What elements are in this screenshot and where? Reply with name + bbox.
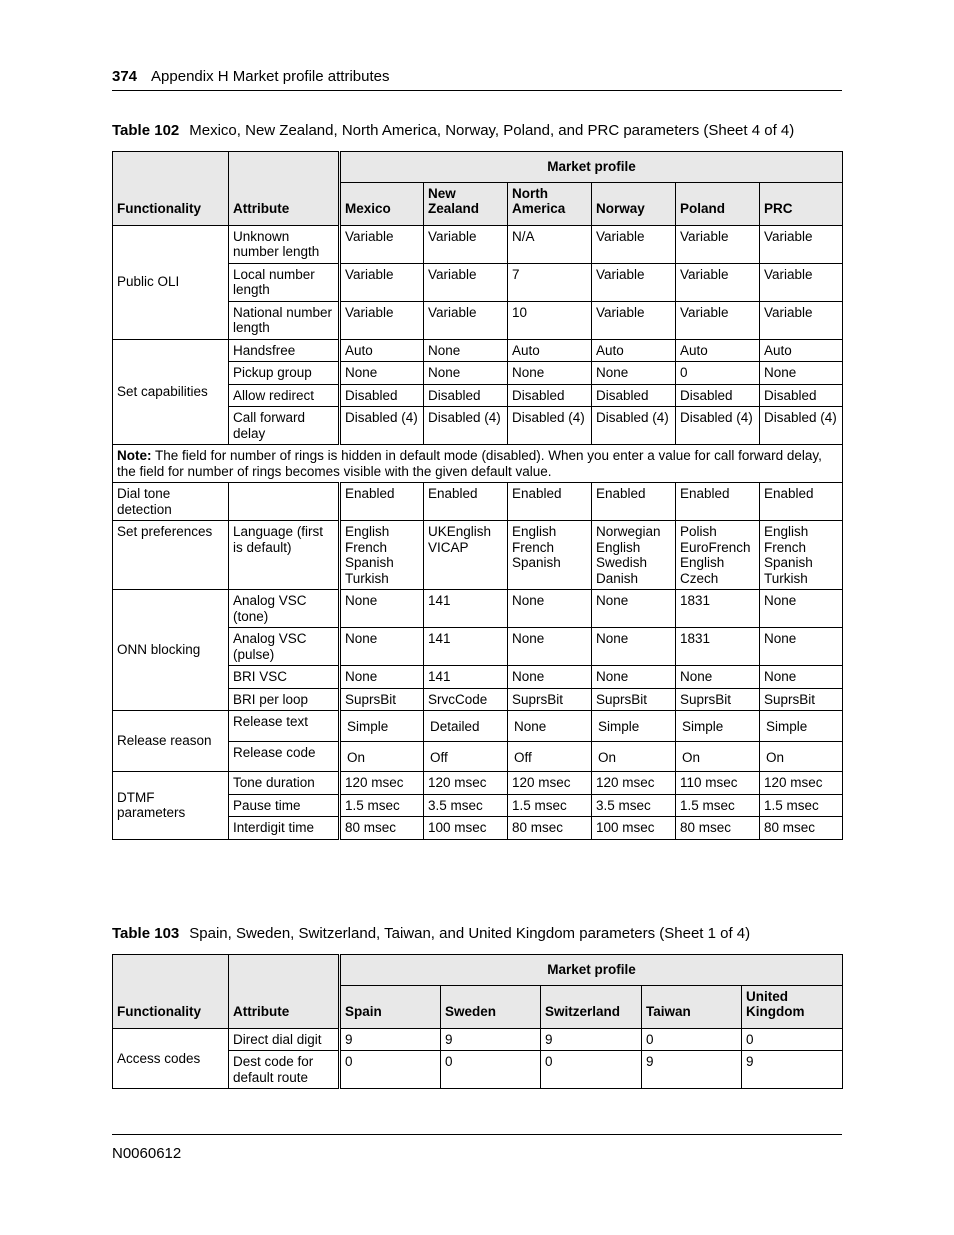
value-cell: Off bbox=[424, 741, 508, 772]
value-cell: Disabled bbox=[760, 384, 843, 407]
value-cell: None bbox=[760, 590, 843, 628]
value-cell: None bbox=[340, 362, 424, 385]
value-cell: Enabled bbox=[340, 483, 424, 521]
functionality-cell: Release reason bbox=[113, 711, 229, 772]
page-header bbox=[112, 68, 842, 86]
attribute-cell: National number length bbox=[229, 301, 340, 339]
attribute-cell: Unknown number length bbox=[229, 225, 340, 263]
value-cell: Variable bbox=[592, 225, 676, 263]
value-cell: 9 bbox=[340, 1028, 441, 1051]
value-cell: None bbox=[424, 362, 508, 385]
value-cell: Simple bbox=[340, 711, 424, 742]
value-cell: Variable bbox=[592, 263, 676, 301]
value-cell: English French Spanish Turkish bbox=[760, 521, 843, 590]
table-row bbox=[113, 772, 843, 795]
value-cell: On bbox=[676, 741, 760, 772]
table-row bbox=[113, 521, 843, 590]
functionality-cell: DTMF parameters bbox=[113, 772, 229, 840]
value-cell: None bbox=[340, 590, 424, 628]
column-header-market: Poland bbox=[676, 182, 760, 225]
column-header-attribute: Attribute bbox=[229, 152, 340, 226]
value-cell: Disabled bbox=[340, 384, 424, 407]
value-cell: 141 bbox=[424, 666, 508, 689]
value-cell: Disabled (4) bbox=[760, 407, 843, 445]
value-cell: Off bbox=[508, 741, 592, 772]
attribute-cell: Pause time bbox=[229, 794, 340, 817]
value-cell: 0 bbox=[541, 1051, 642, 1089]
value-cell: None bbox=[592, 628, 676, 666]
value-cell: 0 bbox=[642, 1028, 742, 1051]
value-cell: 100 msec bbox=[592, 817, 676, 840]
table-103 bbox=[112, 954, 843, 1089]
value-cell: Auto bbox=[508, 339, 592, 362]
functionality-cell: Dial tone detection bbox=[113, 483, 229, 521]
footer-divider bbox=[112, 1134, 842, 1135]
value-cell: UKEnglish VICAP bbox=[424, 521, 508, 590]
column-header-market: Norway bbox=[592, 182, 676, 225]
value-cell: 0 bbox=[441, 1051, 541, 1089]
column-header-market: Mexico bbox=[340, 182, 424, 225]
attribute-cell: Dest code for default route bbox=[229, 1051, 340, 1089]
value-cell: None bbox=[340, 666, 424, 689]
table-title: Mexico, New Zealand, North America, Norway, Poland, and PRC parameters (Sheet 4 of 4) bbox=[189, 122, 795, 139]
value-cell: SuprsBit bbox=[340, 688, 424, 711]
value-cell: 1.5 msec bbox=[340, 794, 424, 817]
value-cell: Auto bbox=[592, 339, 676, 362]
value-cell: Variable bbox=[424, 301, 508, 339]
table-row bbox=[113, 711, 843, 742]
value-cell: Disabled (4) bbox=[592, 407, 676, 445]
value-cell: Disabled bbox=[592, 384, 676, 407]
value-cell: Variable bbox=[424, 225, 508, 263]
value-cell: 120 msec bbox=[340, 772, 424, 795]
value-cell: 110 msec bbox=[676, 772, 760, 795]
value-cell: None bbox=[508, 711, 592, 742]
table-label: Table 102 bbox=[112, 122, 180, 139]
table-row bbox=[113, 1028, 843, 1051]
value-cell: Variable bbox=[676, 263, 760, 301]
value-cell: 9 bbox=[541, 1028, 642, 1051]
table-102 bbox=[112, 151, 843, 840]
attribute-cell: Allow redirect bbox=[229, 384, 340, 407]
value-cell: 120 msec bbox=[760, 772, 843, 795]
value-cell: Variable bbox=[676, 225, 760, 263]
value-cell: SrvcCode bbox=[424, 688, 508, 711]
value-cell: Enabled bbox=[508, 483, 592, 521]
value-cell: Disabled (4) bbox=[676, 407, 760, 445]
table-label: Table 103 bbox=[112, 925, 180, 942]
value-cell: None bbox=[760, 362, 843, 385]
table-row bbox=[113, 483, 843, 521]
column-header-market: PRC bbox=[760, 182, 843, 225]
functionality-cell: Set capabilities bbox=[113, 339, 229, 445]
functionality-cell: Access codes bbox=[113, 1028, 229, 1089]
value-cell: 0 bbox=[742, 1028, 843, 1051]
column-header-functionality: Functionality bbox=[113, 955, 229, 1029]
note-cell bbox=[113, 445, 843, 483]
value-cell: Detailed bbox=[424, 711, 508, 742]
value-cell: Variable bbox=[760, 225, 843, 263]
value-cell: SuprsBit bbox=[676, 688, 760, 711]
value-cell: On bbox=[340, 741, 424, 772]
attribute-cell: Analog VSC (tone) bbox=[229, 590, 340, 628]
value-cell: None bbox=[676, 666, 760, 689]
attribute-cell: Interdigit time bbox=[229, 817, 340, 840]
attribute-cell bbox=[229, 483, 340, 521]
column-header-market: North America bbox=[508, 182, 592, 225]
note-label: Note: bbox=[117, 448, 152, 463]
value-cell: None bbox=[508, 590, 592, 628]
attribute-cell: Local number length bbox=[229, 263, 340, 301]
value-cell: None bbox=[592, 590, 676, 628]
value-cell: 0 bbox=[676, 362, 760, 385]
table-row bbox=[113, 590, 843, 628]
value-cell: Enabled bbox=[760, 483, 843, 521]
value-cell: 1831 bbox=[676, 628, 760, 666]
value-cell: None bbox=[760, 666, 843, 689]
value-cell: On bbox=[592, 741, 676, 772]
value-cell: None bbox=[592, 666, 676, 689]
value-cell: None bbox=[508, 628, 592, 666]
value-cell: 7 bbox=[508, 263, 592, 301]
attribute-cell: BRI per loop bbox=[229, 688, 340, 711]
value-cell: None bbox=[508, 666, 592, 689]
attribute-cell: Tone duration bbox=[229, 772, 340, 795]
value-cell: Simple bbox=[592, 711, 676, 742]
value-cell: On bbox=[760, 741, 843, 772]
attribute-cell: Release text bbox=[229, 711, 340, 742]
column-header-market: Spain bbox=[340, 985, 441, 1028]
attribute-cell: Pickup group bbox=[229, 362, 340, 385]
value-cell: 0 bbox=[340, 1051, 441, 1089]
value-cell: Disabled bbox=[676, 384, 760, 407]
functionality-cell: Public OLI bbox=[113, 225, 229, 339]
column-header-attribute: Attribute bbox=[229, 955, 340, 1029]
table-103-caption bbox=[112, 925, 750, 943]
value-cell: Auto bbox=[760, 339, 843, 362]
value-cell: 80 msec bbox=[676, 817, 760, 840]
attribute-cell: Language (first is default) bbox=[229, 521, 340, 590]
value-cell: English French Spanish bbox=[508, 521, 592, 590]
value-cell: 3.5 msec bbox=[424, 794, 508, 817]
value-cell: Disabled bbox=[424, 384, 508, 407]
value-cell: Auto bbox=[340, 339, 424, 362]
value-cell: Simple bbox=[760, 711, 843, 742]
document-id: N0060612 bbox=[112, 1145, 182, 1162]
page-number: 374 bbox=[112, 68, 138, 85]
table-102-caption bbox=[112, 122, 794, 140]
attribute-cell: Release code bbox=[229, 741, 340, 772]
table-row bbox=[113, 339, 843, 362]
value-cell: Variable bbox=[424, 263, 508, 301]
value-cell: Disabled (4) bbox=[508, 407, 592, 445]
value-cell: 3.5 msec bbox=[592, 794, 676, 817]
column-header-market: New Zealand bbox=[424, 182, 508, 225]
column-header-market: Taiwan bbox=[642, 985, 742, 1028]
attribute-cell: Call forward delay bbox=[229, 407, 340, 445]
value-cell: 10 bbox=[508, 301, 592, 339]
value-cell: Variable bbox=[340, 225, 424, 263]
value-cell: SuprsBit bbox=[760, 688, 843, 711]
header-divider bbox=[112, 90, 842, 91]
value-cell: Variable bbox=[676, 301, 760, 339]
value-cell: 120 msec bbox=[592, 772, 676, 795]
market-profile-header: Market profile bbox=[340, 152, 843, 183]
value-cell: English French Spanish Turkish bbox=[340, 521, 424, 590]
section-title: Appendix H Market profile attributes bbox=[151, 68, 390, 85]
value-cell: 80 msec bbox=[340, 817, 424, 840]
value-cell: 100 msec bbox=[424, 817, 508, 840]
table-row bbox=[113, 225, 843, 263]
value-cell: 120 msec bbox=[508, 772, 592, 795]
value-cell: 1831 bbox=[676, 590, 760, 628]
value-cell: Polish EuroFrench English Czech bbox=[676, 521, 760, 590]
value-cell: None bbox=[508, 362, 592, 385]
value-cell: Auto bbox=[676, 339, 760, 362]
value-cell: Simple bbox=[676, 711, 760, 742]
value-cell: N/A bbox=[508, 225, 592, 263]
value-cell: Variable bbox=[340, 263, 424, 301]
value-cell: 1.5 msec bbox=[508, 794, 592, 817]
column-header-market: Sweden bbox=[441, 985, 541, 1028]
note-row bbox=[113, 445, 843, 483]
functionality-cell: Set preferences bbox=[113, 521, 229, 590]
value-cell: 9 bbox=[441, 1028, 541, 1051]
value-cell: Disabled (4) bbox=[424, 407, 508, 445]
value-cell: Variable bbox=[760, 263, 843, 301]
value-cell: SuprsBit bbox=[508, 688, 592, 711]
value-cell: Variable bbox=[760, 301, 843, 339]
value-cell: 80 msec bbox=[508, 817, 592, 840]
value-cell: SuprsBit bbox=[592, 688, 676, 711]
attribute-cell: Handsfree bbox=[229, 339, 340, 362]
value-cell: 120 msec bbox=[424, 772, 508, 795]
value-cell: 9 bbox=[742, 1051, 843, 1089]
value-cell: Norwegian English Swedish Danish bbox=[592, 521, 676, 590]
column-header-market: United Kingdom bbox=[742, 985, 843, 1028]
market-profile-header: Market profile bbox=[340, 955, 843, 986]
value-cell: Variable bbox=[340, 301, 424, 339]
column-header-market: Switzerland bbox=[541, 985, 642, 1028]
value-cell: 1.5 msec bbox=[676, 794, 760, 817]
value-cell: None bbox=[592, 362, 676, 385]
value-cell: Variable bbox=[592, 301, 676, 339]
table-title: Spain, Sweden, Switzerland, Taiwan, and United Kingdom parameters (Sheet 1 of 4) bbox=[189, 925, 751, 942]
value-cell: 141 bbox=[424, 628, 508, 666]
note-text: The field for number of rings is hidden in default mode (disabled). When you enter a value for call forward delay, the field for number of rings becomes visible with the given default value. bbox=[117, 448, 822, 479]
value-cell: Enabled bbox=[424, 483, 508, 521]
attribute-cell: Direct dial digit bbox=[229, 1028, 340, 1051]
value-cell: 80 msec bbox=[760, 817, 843, 840]
value-cell: 141 bbox=[424, 590, 508, 628]
functionality-cell: ONN blocking bbox=[113, 590, 229, 711]
value-cell: None bbox=[424, 339, 508, 362]
value-cell: 1.5 msec bbox=[760, 794, 843, 817]
value-cell: Disabled (4) bbox=[340, 407, 424, 445]
value-cell: None bbox=[340, 628, 424, 666]
value-cell: Enabled bbox=[676, 483, 760, 521]
attribute-cell: BRI VSC bbox=[229, 666, 340, 689]
value-cell: None bbox=[760, 628, 843, 666]
value-cell: Enabled bbox=[592, 483, 676, 521]
column-header-functionality: Functionality bbox=[113, 152, 229, 226]
value-cell: Disabled bbox=[508, 384, 592, 407]
attribute-cell: Analog VSC (pulse) bbox=[229, 628, 340, 666]
value-cell: 9 bbox=[642, 1051, 742, 1089]
